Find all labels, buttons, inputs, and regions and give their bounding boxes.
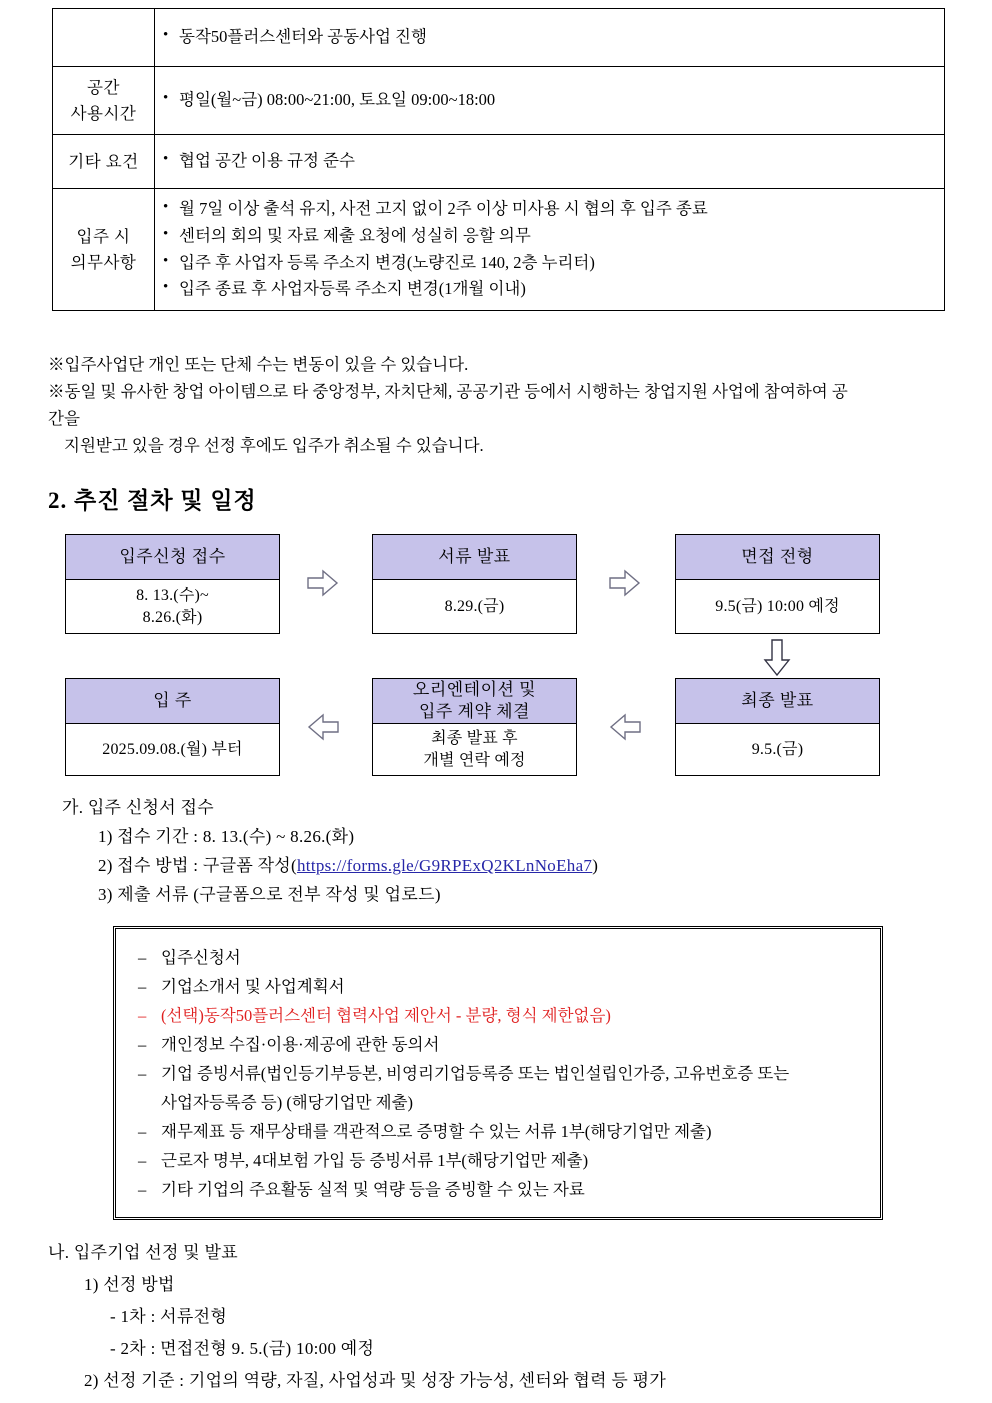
document-item: – 개인정보 수집·이용·제공에 관한 동의서 <box>138 1030 862 1059</box>
table-row <box>53 189 945 311</box>
flow-box-title: 면접 전형 <box>676 535 879 580</box>
flow-title-line-1: 오리엔테이션 및 <box>412 680 537 700</box>
flow-box-title: 서류 발표 <box>373 535 576 580</box>
flow-box-interview <box>675 534 880 634</box>
flow-body-line-2: 8.26.(화) <box>142 609 203 626</box>
label-line-1: 기타 요건 <box>68 151 139 171</box>
list-item: • 월 7일 이상 출석 유지, 사전 고지 없이 2주 이상 미사용 시 협의 후 입주 종료 <box>163 196 934 223</box>
required-documents-box <box>113 926 883 1220</box>
subsection-b-item-1: 1) 선정 방법 <box>84 1275 175 1294</box>
label-line-2: 의무사항 <box>70 252 137 272</box>
document-item: – 입주신청서 <box>138 943 862 972</box>
flow-box-body <box>676 724 879 776</box>
flow-box-body <box>373 724 576 776</box>
flow-body-line-1: 8. 13.(수)~ <box>136 587 209 605</box>
document-item-optional: – (선택)동작50플러스센터 협력사업 제안서 - 분량, 형식 제한없음) <box>138 1001 862 1030</box>
list-item: • 센터의 회의 및 자료 제출 요청에 성실히 응할 의무 <box>163 223 934 250</box>
flow-box-body <box>66 580 279 634</box>
section-2-heading: 2. 추진 절차 및 일정 <box>48 488 257 513</box>
flow-box-orientation-contract <box>372 678 577 776</box>
right-arrow-icon <box>306 568 340 598</box>
list-item: • 평일(월~금) 08:00~21:00, 토요일 09:00~18:00 <box>163 87 934 114</box>
item-2-suffix: ) <box>592 856 599 875</box>
required-documents-list <box>138 943 862 1204</box>
label-line-2: 사용시간 <box>70 103 137 123</box>
requirements-table <box>52 8 945 311</box>
table-row-body <box>155 189 945 311</box>
flow-box-body <box>373 580 576 634</box>
left-arrow-icon <box>608 712 642 742</box>
table-row-label <box>53 9 155 67</box>
footnotes <box>48 352 958 460</box>
flow-box-document-result <box>372 534 577 634</box>
flow-box-title: 입주신청 접수 <box>66 535 279 580</box>
flow-box-title: 최종 발표 <box>676 679 879 724</box>
flow-body-line-1: 9.5(금) 10:00 예정 <box>715 598 840 616</box>
label-line-1: 공간 <box>87 77 120 97</box>
flow-body-line-1: 8.29.(금) <box>444 598 505 616</box>
footnote-3: 지원받고 있을 경우 선정 후에도 입주가 취소될 수 있습니다. <box>64 436 484 456</box>
document-item: – 재무제표 등 재무상태를 객관적으로 증명할 수 있는 서류 1부(해당기업만 제출) <box>138 1117 862 1146</box>
flow-box-body <box>676 580 879 634</box>
flow-body-line-1: 9.5.(금) <box>751 741 804 759</box>
list-item: • 동작50플러스센터와 공동사업 진행 <box>163 24 934 51</box>
subsection-a-heading: 가. 입주 신청서 접수 <box>62 798 214 817</box>
list-item: • 협업 공간 이용 규정 준수 <box>163 148 934 175</box>
flow-box-title <box>373 679 576 724</box>
table-row-body <box>155 9 945 67</box>
document-item: – 기업소개서 및 사업계획서 <box>138 972 862 1001</box>
table-row-label <box>53 67 155 135</box>
flow-body-line-1: 최종 발표 후 <box>431 730 518 748</box>
bullet-list <box>163 148 934 175</box>
flow-box-move-in <box>65 678 280 776</box>
table-row-body <box>155 135 945 189</box>
document-item-line-2: 사업자등록증 등) (해당기업만 제출) <box>161 1093 414 1113</box>
document-item: – 근로자 명부, 4대보험 가입 등 증빙서류 1부(해당기업만 제출) <box>138 1146 862 1175</box>
down-arrow-icon <box>762 638 792 678</box>
subsection-a-item-3: 3) 제출 서류 (구글폼으로 전부 작성 및 업로드) <box>98 885 441 904</box>
google-form-link[interactable]: https://forms.gle/G9RPExQ2KLnNoEha7 <box>297 856 593 875</box>
table-row <box>53 135 945 189</box>
flow-body-line-1: 2025.09.08.(월) 부터 <box>102 741 243 759</box>
list-item: • 입주 종료 후 사업자등록 주소지 변경(1개월 이내) <box>163 276 934 303</box>
item-2-prefix: 2) 접수 방법 : 구글폼 작성( <box>98 856 297 875</box>
subsection-a-item-1: 1) 접수 기간 : 8. 13.(수) ~ 8.26.(화) <box>98 827 355 846</box>
flow-box-final-result <box>675 678 880 776</box>
flow-box-body <box>66 724 279 776</box>
table-row-label <box>53 135 155 189</box>
label-line-1: 입주 시 <box>76 226 131 246</box>
document-item <box>138 1059 862 1117</box>
bullet-list <box>163 196 934 303</box>
subsection-b-item-1b: - 2차 : 면접전형 9. 5.(금) 10:00 예정 <box>110 1339 375 1358</box>
flow-box-application-receipt <box>65 534 280 634</box>
footnote-2-cont: 간을 <box>48 409 80 429</box>
footnote-1: ※입주사업단 개인 또는 단체 수는 변동이 있을 수 있습니다. <box>48 355 469 374</box>
table-row <box>53 9 945 67</box>
table-row-label <box>53 189 155 311</box>
flow-body-line-2: 개별 연락 예정 <box>423 752 526 769</box>
document-item: – 기타 기업의 주요활동 실적 및 역량 등을 증빙할 수 있는 자료 <box>138 1175 862 1204</box>
left-arrow-icon <box>306 712 340 742</box>
table-row-body <box>155 67 945 135</box>
list-item: • 입주 후 사업자 등록 주소지 변경(노량진로 140, 2층 누리터) <box>163 250 934 277</box>
subsection-b-item-2: 2) 선정 기준 : 기업의 역량, 자질, 사업성과 및 성장 가능성, 센터와 협력 등 평가 <box>84 1371 667 1390</box>
table-row <box>53 67 945 135</box>
bullet-list <box>163 24 934 51</box>
subsection-b-heading: 나. 입주기업 선정 및 발표 <box>48 1243 238 1262</box>
footnote-2: ※동일 및 유사한 창업 아이템으로 타 중앙정부, 자치단체, 공공기관 등에서 시행하는 창업지원 사업에 참여하여 공 <box>48 382 848 402</box>
subsection-b-item-1a: - 1차 : 서류전형 <box>110 1307 228 1326</box>
flow-title-line-2: 입주 계약 체결 <box>418 702 531 721</box>
flow-box-title: 입 주 <box>66 679 279 724</box>
document-item-line-1: 기업 증빙서류(법인등기부등본, 비영리기업등록증 또는 법인설립인가증, 고유번호증 또는 <box>161 1064 790 1084</box>
bullet-list <box>163 87 934 114</box>
subsection-a-item-2 <box>62 851 598 880</box>
right-arrow-icon <box>608 568 642 598</box>
